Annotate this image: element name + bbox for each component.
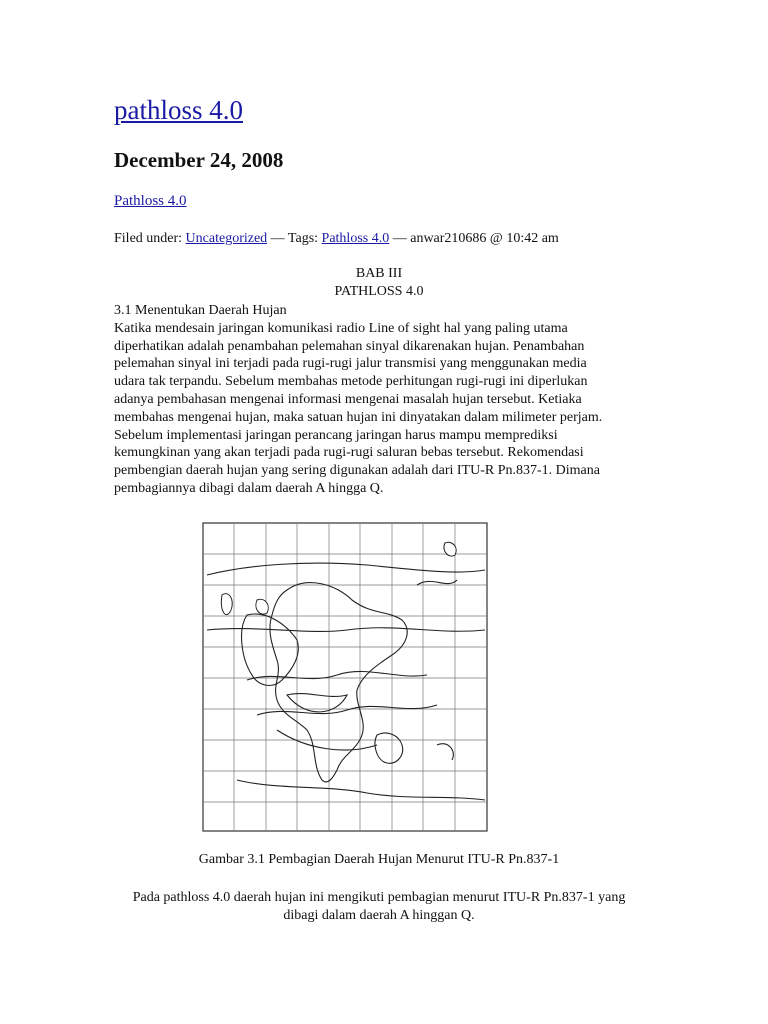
section-heading: 3.1 Menentukan Daerah Hujan xyxy=(114,303,287,318)
body-line: Sebelum implementasi jaringan perancang jaringan harus mampu memprediksi xyxy=(114,427,558,443)
filed-under-label: Filed under: xyxy=(114,231,186,246)
closing-paragraph-line: dibagi dalam daerah A hinggan Q. xyxy=(283,908,475,923)
post-meta xyxy=(114,231,559,247)
body-line: pembengian daerah hujan yang sering digunakan adalah dari ITU-R Pn.837-1. Dimana xyxy=(114,463,600,479)
post-body xyxy=(114,302,644,498)
category-link[interactable]: Uncategorized xyxy=(185,231,268,246)
body-line: pelemahan sinyal ini terjadi pada rugi-rugi jalur transmisi yang menggunakan media xyxy=(114,356,587,372)
body-line: pembagiannya dibagi dalam daerah A hingga Q. xyxy=(114,480,384,496)
body-line: kemungkinan yang akan terjadi pada rugi-rugi saluran bebas tersebut. Rekomendasi xyxy=(114,445,584,461)
body-line: udara tak terpandu. Sebelum membahas metode perhitungan rugi-rugi ini diperlukan xyxy=(114,374,588,390)
rain-region-map-figure xyxy=(187,515,499,840)
chapter-heading: BAB III xyxy=(355,266,403,281)
tag-link[interactable]: Pathloss 4.0 xyxy=(321,231,390,246)
post-title-link[interactable]: pathloss 4.0 xyxy=(114,95,244,125)
body-line: membahas mengenai hujan, maka satuan hujan ini dinyatakan dalam milimeter perjam. xyxy=(114,409,603,425)
body-line: adanya pembahasan mengenai informasi mengenai masalah hujan tersebut. Ketiaka xyxy=(114,391,582,407)
post-permalink[interactable]: Pathloss 4.0 xyxy=(114,193,187,209)
body-line: diperhatikan adalah penambahan pelemahan sinyal dikarenakan hujan. Penambahan xyxy=(114,338,585,354)
post-date: December 24, 2008 xyxy=(114,148,284,172)
author-time: — anwar210686 @ 10:42 am xyxy=(389,231,559,246)
figure-caption: Gambar 3.1 Pembagian Daerah Hujan Menurut ITU-R Pn.837-1 xyxy=(198,852,560,867)
body-line: Katika mendesain jaringan komunikasi radio Line of sight hal yang paling utama xyxy=(114,320,568,336)
tags-label: — Tags: xyxy=(267,231,322,246)
chapter-title: PATHLOSS 4.0 xyxy=(334,284,424,299)
closing-paragraph-line: Pada pathloss 4.0 daerah hujan ini mengikuti pembagian menurut ITU-R Pn.837-1 yang xyxy=(132,890,626,905)
